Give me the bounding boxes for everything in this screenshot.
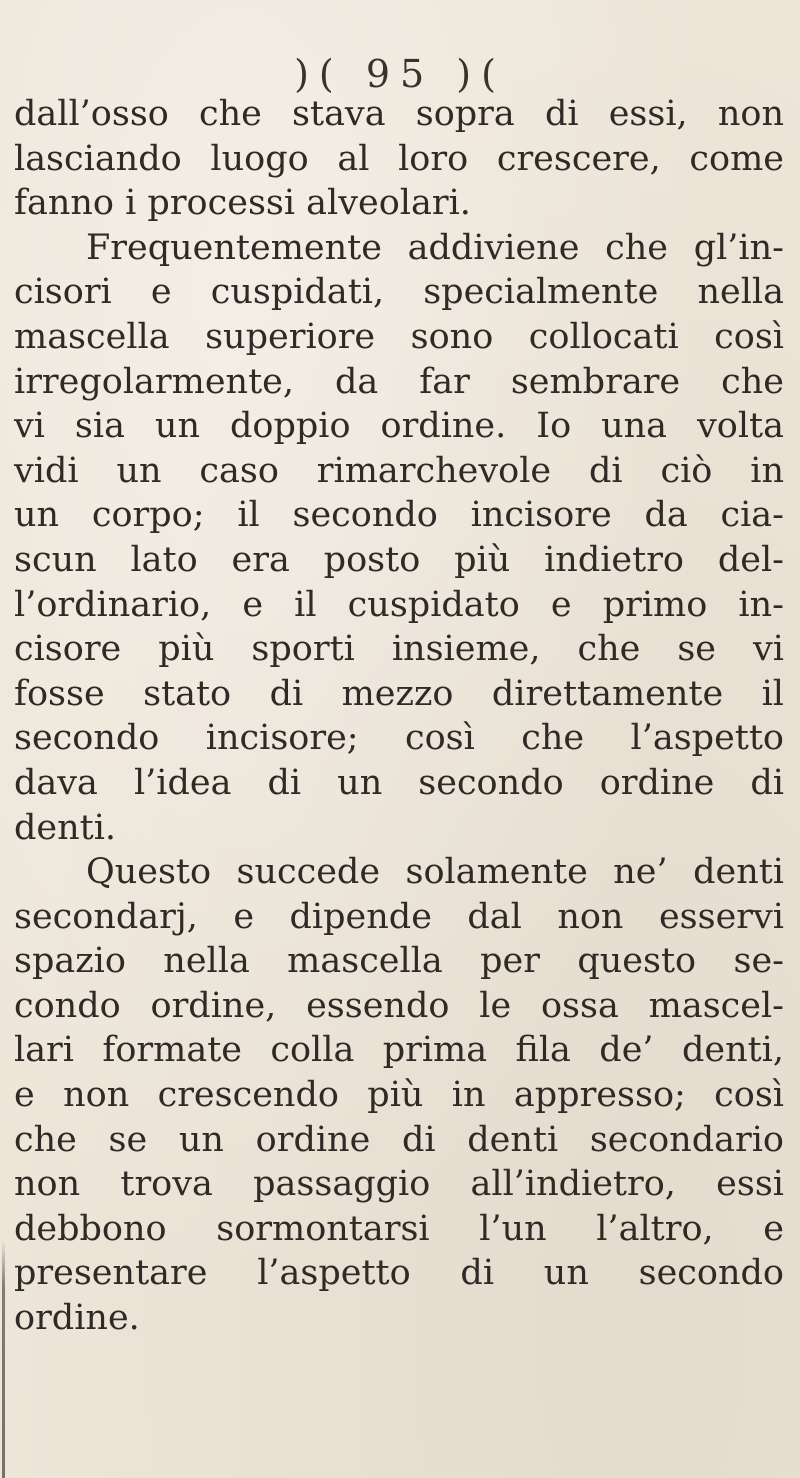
page-number: )( 95 )( bbox=[294, 52, 506, 96]
text-line: vi sia un doppio ordine. Io una volta bbox=[14, 406, 784, 447]
text-line: spazio nella mascella per questo se- bbox=[14, 941, 784, 982]
paragraph bbox=[14, 850, 784, 1341]
text-line: debbono sormontarsi l’un l’altro, e bbox=[14, 1208, 784, 1249]
text-line: un corpo; il secondo incisore da cia- bbox=[14, 495, 784, 536]
text-line: Questo succede solamente ne’ denti bbox=[86, 852, 784, 893]
text-line: mascella superiore sono collocati così bbox=[14, 316, 784, 357]
text-line: non trova passaggio all’indietro, essi bbox=[14, 1164, 784, 1205]
text-line: presentare l’aspetto di un secondo bbox=[14, 1253, 784, 1294]
text-line: fanno i processi alveolari. bbox=[14, 183, 471, 224]
text-line: dava l’idea di un secondo ordine di bbox=[14, 762, 784, 803]
paragraph bbox=[14, 92, 784, 226]
text-line: dall’osso che stava sopra di essi, non bbox=[14, 94, 784, 134]
text-line: Frequentemente addiviene che gl’in- bbox=[86, 227, 784, 268]
text-line: scun lato era posto più indietro del- bbox=[14, 539, 784, 580]
text-line: secondo incisore; così che l’aspetto bbox=[14, 718, 784, 759]
text-line: cisori e cuspidati, specialmente nella bbox=[14, 272, 784, 313]
text-line: vidi un caso rimarchevole di ciò in bbox=[14, 450, 784, 491]
page-edge-shadow bbox=[2, 1240, 5, 1478]
body-text bbox=[14, 92, 784, 1341]
text-line: fosse stato di mezzo direttamente il bbox=[14, 673, 784, 714]
text-line: condo ordine, essendo le ossa mascel- bbox=[14, 985, 784, 1026]
paragraph bbox=[14, 226, 784, 850]
text-line: lasciando luogo al loro crescere, come bbox=[14, 138, 784, 179]
text-line: cisore più sporti insieme, che se vi bbox=[14, 629, 784, 670]
text-line: e non crescendo più in appresso; così bbox=[14, 1075, 784, 1116]
text-line: secondarj, e dipende dal non esservi bbox=[14, 896, 784, 937]
text-line: l’ordinario, e il cuspidato e primo in- bbox=[14, 584, 784, 625]
text-line: ordine. bbox=[14, 1298, 140, 1339]
text-line: denti. bbox=[14, 807, 117, 848]
text-line: che se un ordine di denti secondario bbox=[14, 1119, 784, 1160]
text-line: lari formate colla prima fila de’ denti, bbox=[14, 1030, 784, 1071]
text-line: irregolarmente, da far sembrare che bbox=[14, 361, 784, 402]
